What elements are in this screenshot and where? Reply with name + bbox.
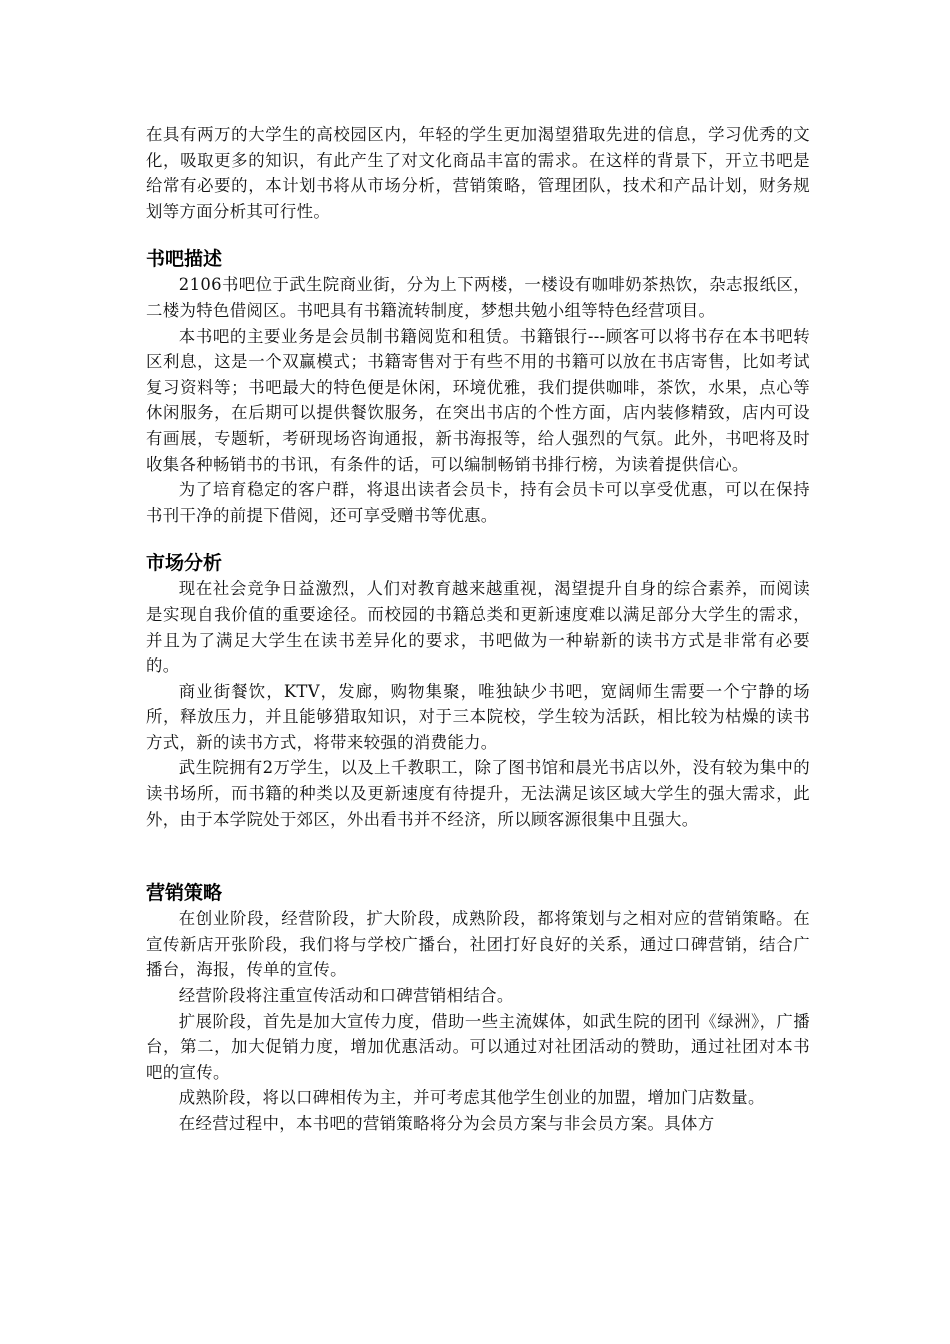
intro-paragraph: 在具有两万的大学生的高校园区内，年轻的学生更加渴望猎取先进的信息，学习优秀的文化，吸取更多的知识，有此产生了对文化商品丰富的需求。在这样的背景下，开立书吧是给常有必要的，本计划书将从市场分析，营销策略，管理团队，技术和产品计划，财务规划等方面分析其可行性。 xyxy=(146,125,810,221)
spacer xyxy=(146,832,810,880)
section-heading-description: 书吧描述 xyxy=(146,248,223,271)
marketing-paragraph: 成熟阶段，将以口碑相传为主，并可考虑其他学生创业的加盟，增加门店数量。 xyxy=(178,1088,765,1108)
description-paragraph: 2106书吧位于武生院商业街，分为上下两楼，一楼设有咖啡奶茶热饮，杂志报纸区，二楼为特色借阅区。书吧具有书籍流转制度，梦想共勉小组等特色经营项目。 xyxy=(146,275,810,320)
marketing-paragraph: 在经营过程中，本书吧的营销策略将分为会员方案与非会员方案。具体方 xyxy=(178,1114,715,1133)
section-heading-market: 市场分析 xyxy=(146,552,223,575)
market-paragraph: 商业街餐饮，KTV，发廊，购物集聚，唯独缺少书吧，宽阔师生需要一个宁静的场所，释放压力，并且能够猎取知识，对于三本院校，学生较为活跃，相比较为枯燥的读书方式，新的读书方式，将带来较强的消费能力。 xyxy=(146,681,810,752)
spacer xyxy=(146,224,810,246)
section-heading-marketing: 营销策略 xyxy=(146,882,223,905)
marketing-paragraph: 扩展阶段，首先是加大宣传力度，借助一些主流媒体，如武生院的团刊《绿洲》，广播台，第二，加大促销力度，增加优惠活动。可以通过对社团活动的赞助，通过社团对本书吧的宣传。 xyxy=(146,1011,810,1082)
market-paragraph: 武生院拥有2万学生，以及上千教职工，除了图书馆和晨光书店以外，没有较为集中的读书场所，而书籍的种类以及更新速度有待提升，无法满足该区域大学生的强大需求，此外，由于本学院处于郊区，外出看书并不经济，所以顾客源很集中且强大。 xyxy=(146,758,810,829)
market-paragraph: 现在社会竞争日益激烈，人们对教育越来越重视，渴望提升自身的综合素养，而阅读是实现自我价值的重要途径。而校园的书籍总类和更新速度难以满足部分大学生的需求，并且为了满足大学生在读书差异化的要求，书吧做为一种崭新的读书方式是非常有必要的。 xyxy=(146,579,810,676)
marketing-paragraph: 在创业阶段，经营阶段，扩大阶段，成熟阶段，都将策划与之相对应的营销策略。在宣传新店开张阶段，我们将与学校广播台，社团打好良好的关系，通过口碑营销，结合广播台，海报，传单的宣传。 xyxy=(146,909,810,980)
description-paragraph: 本书吧的主要业务是会员制书籍阅览和租赁。书籍银行---顾客可以将书存在本书吧转区利息，这是一个双赢模式；书籍寄售对于有些不用的书籍可以放在书店寄售，比如考试复习资料等；书吧最大的特色便是休闲，环境优雅，我们提供咖啡，茶饮，水果，点心等休闲服务，在后期可以提供餐饮服务，在突出书店的个性方面，店内装修精致，店内可设有画展，专题斩，考研现场咨询通报，新书海报等，给人强烈的气氛。此外，书吧将及时收集各种畅销书的书讯，有条件的话，可以编制畅销书排行榜，为读着提供信心。 xyxy=(146,326,810,474)
marketing-paragraph: 经营阶段将注重宣传活动和口碑营销相结合。 xyxy=(178,986,514,1006)
description-paragraph: 为了培育稳定的客户群，将退出读者会员卡，持有会员卡可以享受优惠，可以在保持书刊干净的前提下借阅，还可享受赠书等优惠。 xyxy=(146,480,810,525)
spacer xyxy=(146,528,810,550)
document-page xyxy=(146,122,810,1137)
